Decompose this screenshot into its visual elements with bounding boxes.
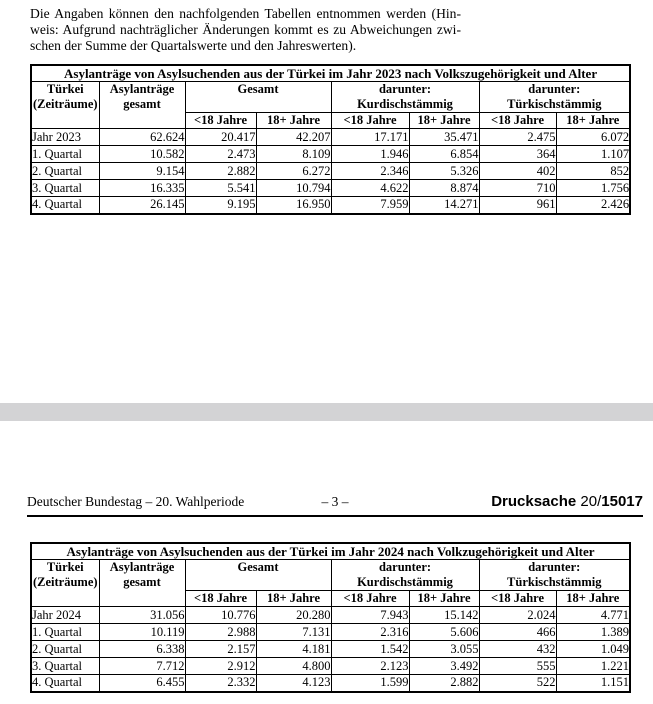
value-cell: 2.316	[331, 624, 409, 641]
value-cell: 4.622	[331, 180, 409, 197]
header-line: (Zeiträume)	[32, 575, 98, 589]
table-row	[31, 675, 630, 692]
table-row	[31, 607, 630, 624]
period-cell: 1. Quartal	[31, 624, 99, 641]
header-line: Türkei	[46, 82, 84, 96]
header-group-kurdisch	[331, 82, 479, 113]
header-line: darunter:	[528, 82, 581, 96]
value-cell: 4.181	[256, 641, 331, 658]
value-cell: 6.854	[409, 146, 479, 163]
period-cell: Jahr 2024	[31, 607, 99, 624]
value-cell: 42.207	[256, 129, 331, 146]
table-title-2023: Asylanträge von Asylsuchenden aus der Türkei im Jahr 2023 nach Volkszugehörigkeit und Alter	[31, 65, 630, 82]
value-cell: 2.882	[185, 163, 256, 180]
table-title-row	[31, 543, 630, 560]
header-group-row	[31, 82, 630, 113]
value-cell: 402	[479, 163, 556, 180]
value-cell: 1.756	[556, 180, 630, 197]
header-under18: <18 Jahre	[479, 591, 556, 607]
value-cell: 2.157	[185, 641, 256, 658]
header-group-kurdisch	[331, 560, 479, 591]
value-cell: 17.171	[331, 129, 409, 146]
value-cell: 10.582	[99, 146, 185, 163]
value-cell: 2.123	[331, 658, 409, 675]
table-title-2024: Asylanträge von Asylsuchenden aus der Türkei im Jahr 2024 nach Volkzugehörigkeit und Alter	[31, 543, 630, 560]
value-cell: 8.109	[256, 146, 331, 163]
period-cell: 3. Quartal	[31, 658, 99, 675]
value-cell: 466	[479, 624, 556, 641]
header-group-gesamt: Gesamt	[185, 82, 331, 113]
value-cell: 1.049	[556, 641, 630, 658]
header-total	[99, 560, 185, 607]
header-line: Türkei	[46, 560, 84, 574]
header-line: darunter:	[378, 82, 432, 96]
value-cell: 9.195	[185, 197, 256, 214]
value-cell: 522	[479, 675, 556, 692]
header-total	[99, 82, 185, 129]
value-cell: 9.154	[99, 163, 185, 180]
header-line: gesamt	[123, 97, 161, 111]
value-cell: 364	[479, 146, 556, 163]
value-cell: 2.475	[479, 129, 556, 146]
header-line: Türkischstämmig	[507, 575, 602, 589]
value-cell: 555	[479, 658, 556, 675]
page-break-bar	[0, 403, 653, 421]
value-cell: 2.882	[409, 675, 479, 692]
value-cell: 35.471	[409, 129, 479, 146]
period-cell: 4. Quartal	[31, 675, 99, 692]
header-under18: <18 Jahre	[331, 591, 409, 607]
header-group-tuerkisch	[479, 560, 630, 591]
header-over18: 18+ Jahre	[256, 591, 331, 607]
period-cell: Jahr 2023	[31, 129, 99, 146]
value-cell: 14.271	[409, 197, 479, 214]
value-cell: 5.326	[409, 163, 479, 180]
period-cell: 2. Quartal	[31, 641, 99, 658]
header-under18: <18 Jahre	[331, 113, 409, 129]
value-cell: 1.389	[556, 624, 630, 641]
value-cell: 6.272	[256, 163, 331, 180]
value-cell: 3.055	[409, 641, 479, 658]
value-cell: 20.417	[185, 129, 256, 146]
value-cell: 10.119	[99, 624, 185, 641]
running-header	[27, 493, 643, 517]
value-cell: 4.771	[556, 607, 630, 624]
intro-paragraph	[30, 6, 461, 54]
value-cell: 26.145	[99, 197, 185, 214]
value-cell: 2.426	[556, 197, 630, 214]
header-period	[31, 560, 99, 607]
value-cell: 20.280	[256, 607, 331, 624]
intro-line: Die Angaben können den nachfolgenden Tabellen entnommen werden (Hin-	[30, 6, 461, 21]
header-over18: 18+ Jahre	[556, 591, 630, 607]
value-cell: 8.874	[409, 180, 479, 197]
header-over18: 18+ Jahre	[256, 113, 331, 129]
table-row	[31, 129, 630, 146]
intro-line: weis: Aufgrund nachträglicher Änderungen kommt es zu Abweichungen zwi-	[30, 22, 461, 37]
intro-line: schen der Summe der Quartalswerte und den Jahreswerten).	[30, 38, 357, 53]
value-cell: 16.335	[99, 180, 185, 197]
header-over18: 18+ Jahre	[556, 113, 630, 129]
header-line: gesamt	[123, 575, 161, 589]
header-line: Asylanträge	[109, 82, 175, 96]
value-cell: 6.455	[99, 675, 185, 692]
document-number-label: Drucksache	[491, 493, 577, 510]
header-line: Asylanträge	[109, 560, 175, 574]
value-cell: 2.473	[185, 146, 256, 163]
page-number: – 3 –	[321, 494, 349, 509]
table-asylum-2023	[30, 64, 631, 215]
header-line: darunter:	[378, 560, 432, 574]
value-cell: 7.943	[331, 607, 409, 624]
header-under18: <18 Jahre	[479, 113, 556, 129]
table-row	[31, 146, 630, 163]
value-cell: 10.794	[256, 180, 331, 197]
period-cell: 1. Quartal	[31, 146, 99, 163]
value-cell: 1.542	[331, 641, 409, 658]
value-cell: 3.492	[409, 658, 479, 675]
header-group-tuerkisch	[479, 82, 630, 113]
value-cell: 10.776	[185, 607, 256, 624]
table-row	[31, 197, 630, 214]
value-cell: 2.346	[331, 163, 409, 180]
header-under18: <18 Jahre	[185, 591, 256, 607]
value-cell: 1.946	[331, 146, 409, 163]
value-cell: 4.800	[256, 658, 331, 675]
value-cell: 2.988	[185, 624, 256, 641]
header-over18: 18+ Jahre	[409, 591, 479, 607]
value-cell: 1.151	[556, 675, 630, 692]
value-cell: 31.056	[99, 607, 185, 624]
header-over18: 18+ Jahre	[409, 113, 479, 129]
table-asylum-2024	[30, 542, 631, 693]
value-cell: 2.024	[479, 607, 556, 624]
value-cell: 432	[479, 641, 556, 658]
value-cell: 7.959	[331, 197, 409, 214]
value-cell: 1.107	[556, 146, 630, 163]
table-row	[31, 624, 630, 641]
value-cell: 15.142	[409, 607, 479, 624]
document-number-session: 20/	[580, 493, 602, 510]
table-row	[31, 163, 630, 180]
period-cell: 4. Quartal	[31, 197, 99, 214]
header-line: (Zeiträume)	[32, 97, 98, 111]
value-cell: 961	[479, 197, 556, 214]
value-cell: 1.599	[331, 675, 409, 692]
value-cell: 710	[479, 180, 556, 197]
header-line: Türkischstämmig	[507, 97, 602, 111]
header-line: Kurdischstämmig	[357, 575, 453, 589]
value-cell: 7.712	[99, 658, 185, 675]
period-cell: 3. Quartal	[31, 180, 99, 197]
value-cell: 7.131	[256, 624, 331, 641]
header-under18: <18 Jahre	[185, 113, 256, 129]
value-cell: 16.950	[256, 197, 331, 214]
value-cell: 2.912	[185, 658, 256, 675]
table-row	[31, 180, 630, 197]
value-cell: 62.624	[99, 129, 185, 146]
header-line: darunter:	[528, 560, 581, 574]
period-cell: 2. Quartal	[31, 163, 99, 180]
value-cell: 852	[556, 163, 630, 180]
value-cell: 6.072	[556, 129, 630, 146]
value-cell: 6.338	[99, 641, 185, 658]
value-cell: 5.541	[185, 180, 256, 197]
table-row	[31, 658, 630, 675]
value-cell: 2.332	[185, 675, 256, 692]
header-group-row	[31, 560, 630, 591]
value-cell: 1.221	[556, 658, 630, 675]
header-line: Kurdischstämmig	[357, 97, 453, 111]
table-row	[31, 641, 630, 658]
header-period	[31, 82, 99, 129]
document-number-value: 15017	[601, 493, 643, 510]
header-group-gesamt: Gesamt	[185, 560, 331, 591]
publication-title: Deutscher Bundestag – 20. Wahlperiode	[27, 494, 245, 509]
table-title-row	[31, 65, 630, 82]
value-cell: 5.606	[409, 624, 479, 641]
value-cell: 4.123	[256, 675, 331, 692]
